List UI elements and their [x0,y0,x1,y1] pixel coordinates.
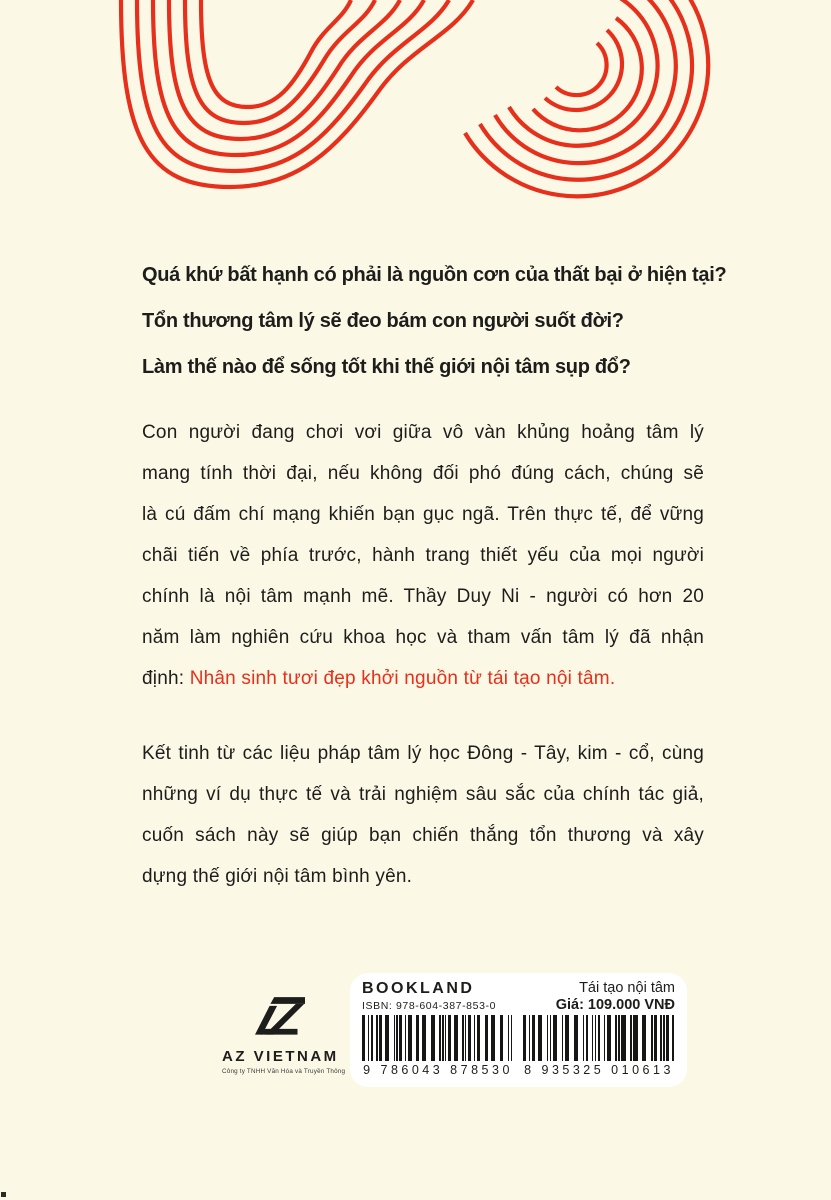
text-line: là cú đấm chí mạng khiến bạn gục ngã. Trên thực tế, để vững [142,504,704,525]
publisher-block [222,996,346,1075]
text-line: Con người đang chơi vơi giữa vô vàn khủng hoảng tâm lý [142,422,704,443]
text-line: năm làm nghiên cứu khoa học và tham vấn tâm lý đã nhận [142,627,704,648]
paragraph-summary-last-line: dựng thế giới nội tâm bình yên. [142,866,413,887]
last-line-prefix: định: [142,668,190,689]
price-label: Giá: 109.000 VNĐ [555,997,675,1013]
text-line: cuốn sách này sẽ giúp bạn chiến thắng tổn thương và xây [142,825,704,846]
tagline-questions [142,0,727,390]
text-line: những ví dụ thực tế và trải nghiệm sâu sắc của chính tác giả, [142,784,704,805]
price-barcode-icon [523,1015,675,1061]
isbn-barcode-digits: 9 786043 878530 [363,1063,513,1077]
isbn-barcode-block [362,979,514,1081]
text-line: chính là nội tâm mạnh mẽ. Thầy Duy Ni - người có hơn 20 [142,586,704,607]
price-barcode-digits: 8 935325 010613 [524,1063,674,1077]
corner-speck [1,1192,6,1197]
bookland-label: BOOKLAND [362,980,475,997]
text-line: Kết tinh từ các liệu pháp tâm lý học Đông - Tây, kim - cổ, cùng [142,743,704,764]
paragraph-crisis [142,412,704,658]
publisher-tagline: Công ty TNHH Văn Hóa và Truyền Thông [222,1068,346,1075]
book-title: Tái tạo nội tâm [579,980,675,996]
barcode-panel [350,973,687,1087]
price-barcode-block [523,979,675,1081]
publisher-name: AZ VIETNAM [222,1048,339,1065]
paragraph-summary [142,733,704,856]
highlight-sentence: Nhân sinh tươi đẹp khởi nguồn từ tái tạo nội tâm. [189,668,616,689]
paragraph-crisis-last-line [142,658,704,699]
back-cover-text [142,0,727,897]
text-line: Làm thế nào để sống tốt khi thế giới nội tâm sụp đổ? [142,356,631,378]
az-vietnam-logo-icon [255,996,305,1040]
text-line: mang tính thời đại, nếu không đối phó đúng cách, chúng sẽ [142,463,704,484]
isbn-number: ISBN: 978-604-387-853-0 [362,1000,497,1012]
text-line: Tổn thương tâm lý sẽ đeo bám con người suốt đời? [142,310,624,332]
text-line: chãi tiến về phía trước, hành trang thiết yếu của mọi người [142,545,704,566]
isbn-barcode-icon [362,1015,514,1061]
text-line: Quá khứ bất hạnh có phải là nguồn cơn của thất bại ở hiện tại? [142,264,727,286]
